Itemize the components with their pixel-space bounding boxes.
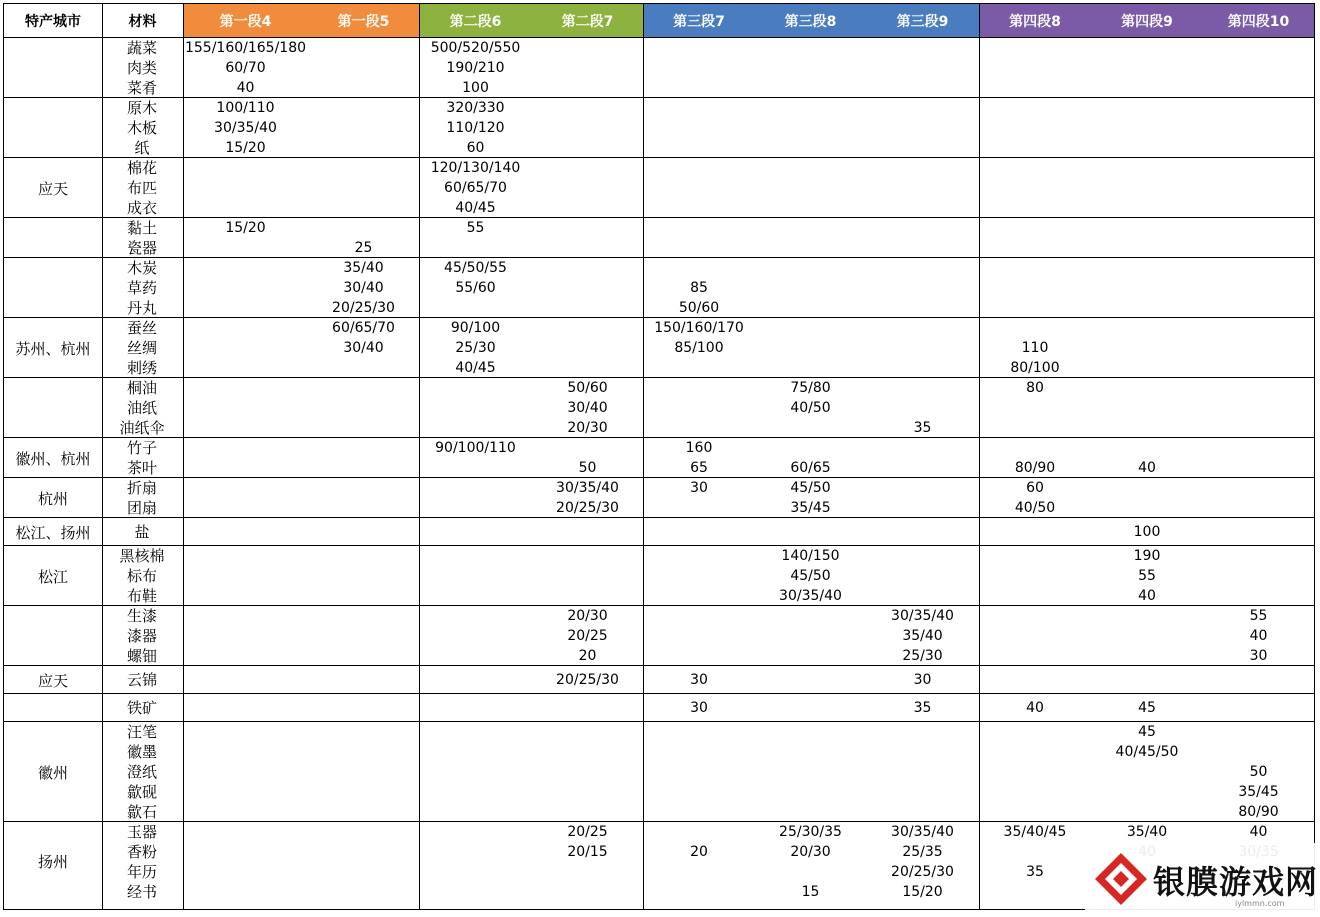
table-row-group [4,477,1314,517]
value-cell: 15/20 [902,884,943,900]
value-cell: 30 [690,672,708,688]
value-cell: 20/25/30 [556,672,619,688]
value-cell: 110/120 [446,120,505,136]
watermark [1085,843,1320,913]
city-cell [4,98,102,158]
value-cell: 65 [690,460,708,476]
value-cell: 100/110 [216,100,275,116]
value-cell: 60/65 [790,460,831,476]
value-cell: 60/65/70 [444,180,507,196]
value-cell: 20/25/30 [332,300,395,316]
material-name: 蚕丝 [126,319,157,337]
city-cell: 扬州 [37,852,68,871]
value-cell: 30/35/40 [556,480,619,496]
value-cell: 60 [466,140,485,156]
material-name: 木板 [126,119,157,137]
value-cell: 60/65/70 [332,320,395,336]
city-cell [4,38,102,98]
table-row-group [4,217,1314,257]
value-cell: 30 [690,700,708,716]
column-divider [979,4,980,909]
material-name: 香粉 [126,843,157,861]
material-name: 丹丸 [126,299,157,317]
value-cell: 50 [1249,764,1268,780]
value-cell: 30/35/40 [779,588,842,604]
value-cell: 40/50 [1014,500,1056,516]
value-cell: 30/35/40 [214,120,277,136]
table-row-group [4,157,1314,217]
column-header: 第四段10 [1227,13,1290,30]
value-cell: 20/25 [567,628,608,644]
material-name: 标布 [126,567,157,585]
material-name: 歙砚 [126,783,157,801]
material-name: 木炭 [126,259,157,277]
value-cell: 30/40 [567,400,608,416]
value-cell: 35/40 [1126,824,1168,840]
column-header: 特产城市 [25,13,81,30]
value-cell: 25/30 [902,648,943,664]
value-cell: 30 [1249,648,1268,664]
value-cell: 90/100/110 [435,440,516,456]
material-name: 年历 [126,863,157,881]
value-cell: 100 [462,80,489,96]
city-cell: 徽州、杭州 [15,449,91,468]
city-cell [4,606,102,666]
value-cell: 55 [466,220,485,236]
value-cell: 45 [1138,700,1156,716]
value-cell: 150/160/170 [654,320,744,336]
value-cell: 35/45 [790,500,831,516]
material-name: 刺绣 [126,359,157,377]
column-divider [419,4,420,909]
value-cell: 85 [690,280,708,296]
material-name: 瓷器 [126,239,157,257]
value-cell: 55 [1138,568,1156,584]
material-name: 原木 [126,99,157,117]
value-cell: 25 [354,240,373,256]
value-cell: 40/50 [790,400,831,416]
value-cell: 20 [690,844,708,860]
value-cell: 40 [1249,628,1268,644]
value-cell: 25/30 [455,340,496,356]
watermark-brand: 银膜游戏网 [1153,863,1319,901]
value-cell: 50/60 [567,380,608,396]
value-cell: 20 [578,648,597,664]
material-name: 歙石 [126,803,157,821]
column-divider [183,4,184,909]
value-cell: 190/210 [446,60,505,76]
city-cell: 苏州、杭州 [15,339,91,358]
column-header: 第三段8 [784,13,837,30]
column-header: 第一段5 [337,13,390,30]
value-cell: 35/40/45 [1003,824,1067,840]
value-cell: 25/30/35 [779,824,842,840]
value-cell: 60 [1026,480,1044,496]
column-header: 材料 [128,13,157,30]
material-name: 菜肴 [126,79,157,97]
column-header: 第一段4 [219,13,272,30]
material-name: 油纸 [126,399,157,417]
value-cell: 45 [1138,724,1156,740]
value-cell: 20/30 [790,844,831,860]
city-cell [4,378,102,438]
value-cell: 140/150 [781,548,840,564]
table-row-group [4,97,1314,157]
value-cell: 80 [1026,380,1044,396]
material-name: 盐 [134,523,150,541]
value-cell: 20/25 [567,824,608,840]
value-cell: 40 [1026,700,1044,716]
material-name: 徽墨 [126,743,157,761]
column-header: 第三段7 [673,13,725,30]
value-cell: 20/25/30 [556,500,619,516]
column-divider [102,4,103,909]
value-cell: 35/40 [343,260,384,276]
value-cell: 15/20 [225,220,266,236]
value-cell: 30 [913,672,932,688]
table-row-group [4,437,1314,477]
city-cell: 应天 [37,179,68,198]
value-cell: 30/40 [343,280,384,296]
value-cell: 75/80 [790,380,831,396]
table-row-group [4,257,1314,317]
material-name: 经书 [126,883,157,901]
value-cell: 45/50 [790,568,831,584]
material-name: 生漆 [126,607,157,625]
material-name: 玉器 [126,823,157,841]
material-name: 棉花 [126,159,157,177]
material-name: 蔬菜 [126,39,157,57]
material-name: 布匹 [126,179,157,197]
value-cell: 90/100 [450,320,501,336]
value-cell: 30 [690,480,708,496]
value-cell: 40/45 [455,360,496,376]
table-row-group [4,693,1314,721]
material-name: 纸 [134,139,150,157]
material-name: 黑核棉 [119,547,165,565]
material-name: 黏土 [126,219,157,237]
value-cell: 120/130/140 [430,160,521,176]
city-cell: 应天 [37,671,68,690]
column-divider [643,4,644,909]
value-cell: 40/45 [455,200,496,216]
material-name: 肉类 [126,59,157,77]
city-cell: 杭州 [37,489,68,508]
value-cell: 20/25/30 [891,864,954,880]
materials-table [3,3,1315,910]
value-cell: 60/70 [225,60,266,76]
material-name: 草药 [126,279,157,297]
value-cell: 80/90 [1014,460,1056,476]
city-cell: 松江 [37,567,68,586]
value-cell: 40/45/50 [1115,744,1179,760]
value-cell: 45/50 [790,480,831,496]
material-name: 茶叶 [126,459,157,477]
value-cell: 55/60 [455,280,496,296]
value-cell: 40 [236,80,255,96]
watermark-url: iylmmn.com [1235,899,1285,908]
table-row-group [4,721,1314,821]
table-row-group [4,317,1314,377]
value-cell: 20/30 [567,420,608,436]
value-cell: 190 [1133,548,1161,564]
column-header: 第二段6 [449,13,502,30]
city-cell: 徽州 [37,763,68,782]
value-cell: 30/40 [343,340,384,356]
value-cell: 30/35/40 [891,608,954,624]
value-cell: 20/15 [567,844,608,860]
table-row-group [4,377,1314,437]
material-name: 成衣 [126,199,157,217]
value-cell: 40 [1138,588,1156,604]
material-name: 汪笔 [126,723,157,741]
value-cell: 35/40 [902,628,943,644]
brand-logo-icon [1093,851,1149,907]
column-header: 第四段9 [1121,13,1173,30]
material-name: 桐油 [126,379,157,397]
material-name: 油纸伞 [119,419,165,437]
material-name: 云锦 [126,671,157,689]
value-cell: 50 [578,460,597,476]
table-row-group [4,665,1314,693]
column-header: 第二段7 [561,13,614,30]
value-cell: 155/160/165/180 [184,40,307,56]
material-name: 漆器 [126,627,157,645]
material-name: 澄纸 [126,763,157,781]
material-name: 铁矿 [126,699,157,717]
value-cell: 35 [913,420,932,436]
material-name: 丝绸 [126,339,157,357]
city-cell [4,258,102,318]
value-cell: 25/35 [902,844,943,860]
material-name: 团扇 [126,499,157,517]
material-name: 竹子 [126,439,157,457]
material-name: 折扇 [126,479,157,497]
city-cell [4,218,102,258]
table-row-group [4,37,1314,97]
value-cell: 40 [1138,460,1156,476]
column-header: 第四段8 [1009,13,1061,30]
table-row-group [4,605,1314,665]
value-cell: 15/20 [225,140,266,156]
value-cell: 160 [685,440,713,456]
value-cell: 500/520/550 [430,40,521,56]
value-cell: 50/60 [678,300,720,316]
value-cell: 85/100 [674,340,724,356]
material-name: 螺钿 [126,647,157,665]
value-cell: 35/45 [1238,784,1279,800]
value-cell: 55 [1249,608,1268,624]
value-cell: 80/90 [1238,804,1279,820]
value-cell: 15 [801,884,820,900]
column-header: 第三段9 [896,13,949,30]
value-cell: 20/30 [567,608,608,624]
table-row-group [4,517,1314,545]
value-cell: 35 [913,700,932,716]
material-name: 布鞋 [126,587,157,605]
value-cell: 45/50/55 [444,260,507,276]
value-cell: 320/330 [446,100,505,116]
value-cell: 40 [1249,824,1268,840]
table-row-group [4,545,1314,605]
city-cell: 松江、扬州 [15,523,91,542]
value-cell: 100 [1133,524,1161,540]
city-cell [4,694,102,722]
value-cell: 35 [1026,864,1044,880]
value-cell: 110 [1021,340,1049,356]
value-cell: 30/35/40 [891,824,954,840]
value-cell: 80/100 [1010,360,1060,376]
